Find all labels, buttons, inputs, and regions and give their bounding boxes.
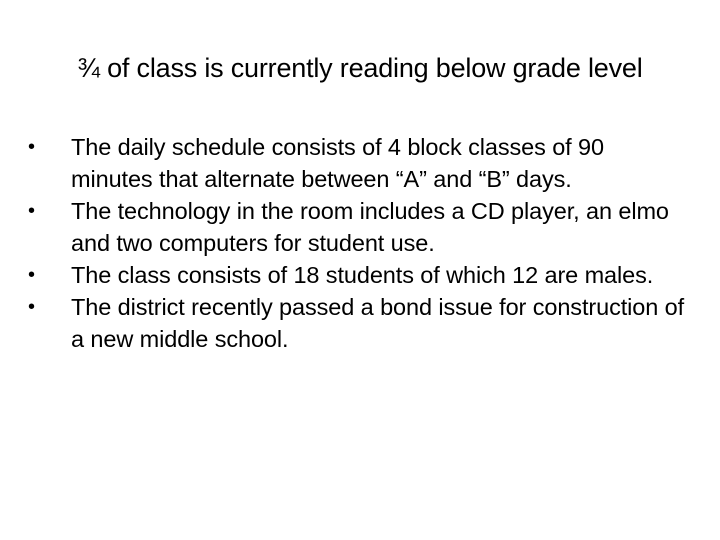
bullet-icon: • <box>28 264 35 286</box>
bullet-item <box>28 259 688 291</box>
bullet-icon: • <box>28 136 35 158</box>
bullet-item <box>28 291 688 355</box>
bullet-icon: • <box>28 296 35 318</box>
bullet-list <box>28 131 688 355</box>
bullet-item <box>28 131 688 195</box>
bullet-text: The district recently passed a bond issue for construction of a new middle school. <box>71 294 685 352</box>
bullet-text: The class consists of 18 students of which 12 are males. <box>71 262 654 288</box>
bullet-text: The technology in the room includes a CD player, an elmo and two computers for student use. <box>71 198 669 256</box>
bullet-icon: • <box>28 200 35 222</box>
bullet-text: The daily schedule consists of 4 block classes of 90 minutes that alternate between “A” and “B” days. <box>71 134 604 192</box>
bullet-item <box>28 195 688 259</box>
slide-title: ¾ of class is currently reading below grade level <box>77 53 643 83</box>
